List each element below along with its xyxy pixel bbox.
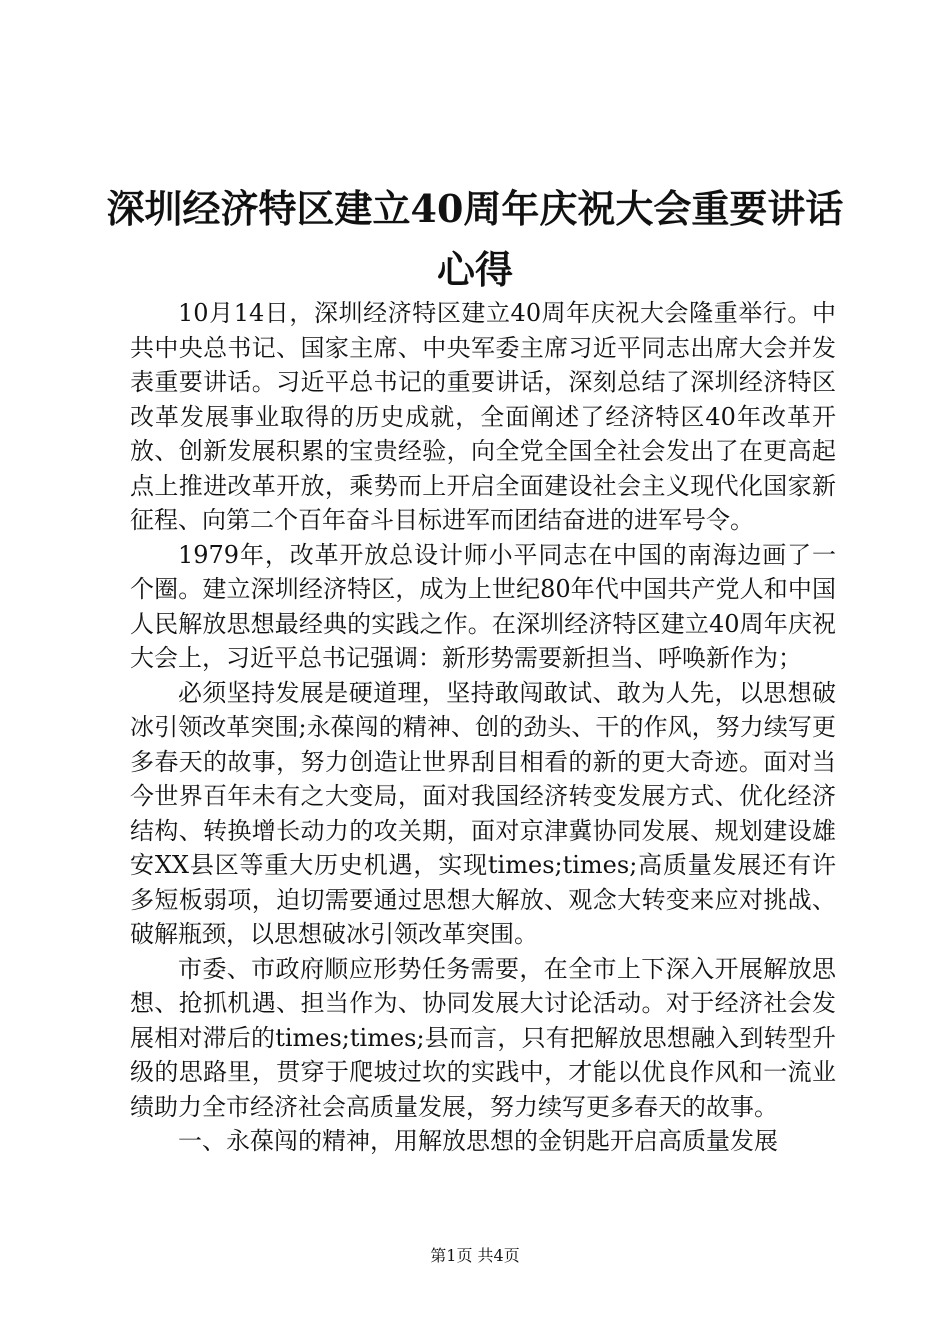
document-title-line1: 深圳经济特区建立40周年庆祝大会重要讲话	[106, 186, 844, 231]
paragraph-5: 一、永葆闯的精神，用解放思想的金钥匙开启高质量发展	[178, 1127, 778, 1155]
paragraph-1: 10月14日，深圳经济特区建立40周年庆祝大会隆重举行。中共中央总书记、国家主席、中央军委主席习近平同志出席大会并发表重要讲话。习近平总书记的重要讲话，深刻总结了深圳经济特区改革发展事业取得的历史成就，全面阐述了经济特区40年改革开放、创新发展积累的宝贵经验，向全党全国全社会发出了在更高起点上推进改革开放，乘势而上开启全面建设社会主义现代化国家新征程、向第二个百年奋斗目标进军而团结奋进的进军号令。	[130, 299, 836, 534]
paragraph-4: 市委、市政府顺应形势任务需要，在全市上下深入开展解放思想、抢抓机遇、担当作为、协同发展大讨论活动。对于经济社会发展相对滞后的times;times;县而言，只有把解放思想融入到转型升级的思路里，贯穿于爬坡过坎的实践中，才能以优良作风和一流业绩助力全市经济社会高质量发展，努力续写更多春天的故事。	[130, 954, 836, 1121]
paragraph-3: 必须坚持发展是硬道理，坚持敢闯敢试、敢为人先，以思想破冰引领改革突围;永葆闯的精神、创的劲头、干的作风，努力续写更多春天的故事，努力创造让世界刮目相看的新的更大奇迹。面对当今世界百年未有之大变局，面对我国经济转变发展方式、优化经济结构、转换增长动力的攻关期，面对京津冀协同发展、规划建设雄安XX县区等重大历史机遇，实现times;times;高质量发展还有许多短板弱项，迫切需要通过思想大解放、观念大转变来应对挑战、破解瓶颈，以思想破冰引领改革突围。	[130, 678, 836, 948]
page-footer	[0, 1243, 950, 1266]
page-number: 第1页	[430, 1246, 473, 1265]
document-title-line2: 心得	[436, 247, 513, 292]
document-body	[130, 296, 836, 1159]
page-total: 共4页	[477, 1246, 520, 1265]
paragraph-2: 1979年，改革开放总设计师小平同志在中国的南海边画了一个圈。建立深圳经济特区，成为上世纪80年代中国共产党人和中国人民解放思想最经典的实践之作。在深圳经济特区建立40周年庆祝大会上，习近平总书记强调：新形势需要新担当、呼唤新作为；	[130, 540, 836, 672]
